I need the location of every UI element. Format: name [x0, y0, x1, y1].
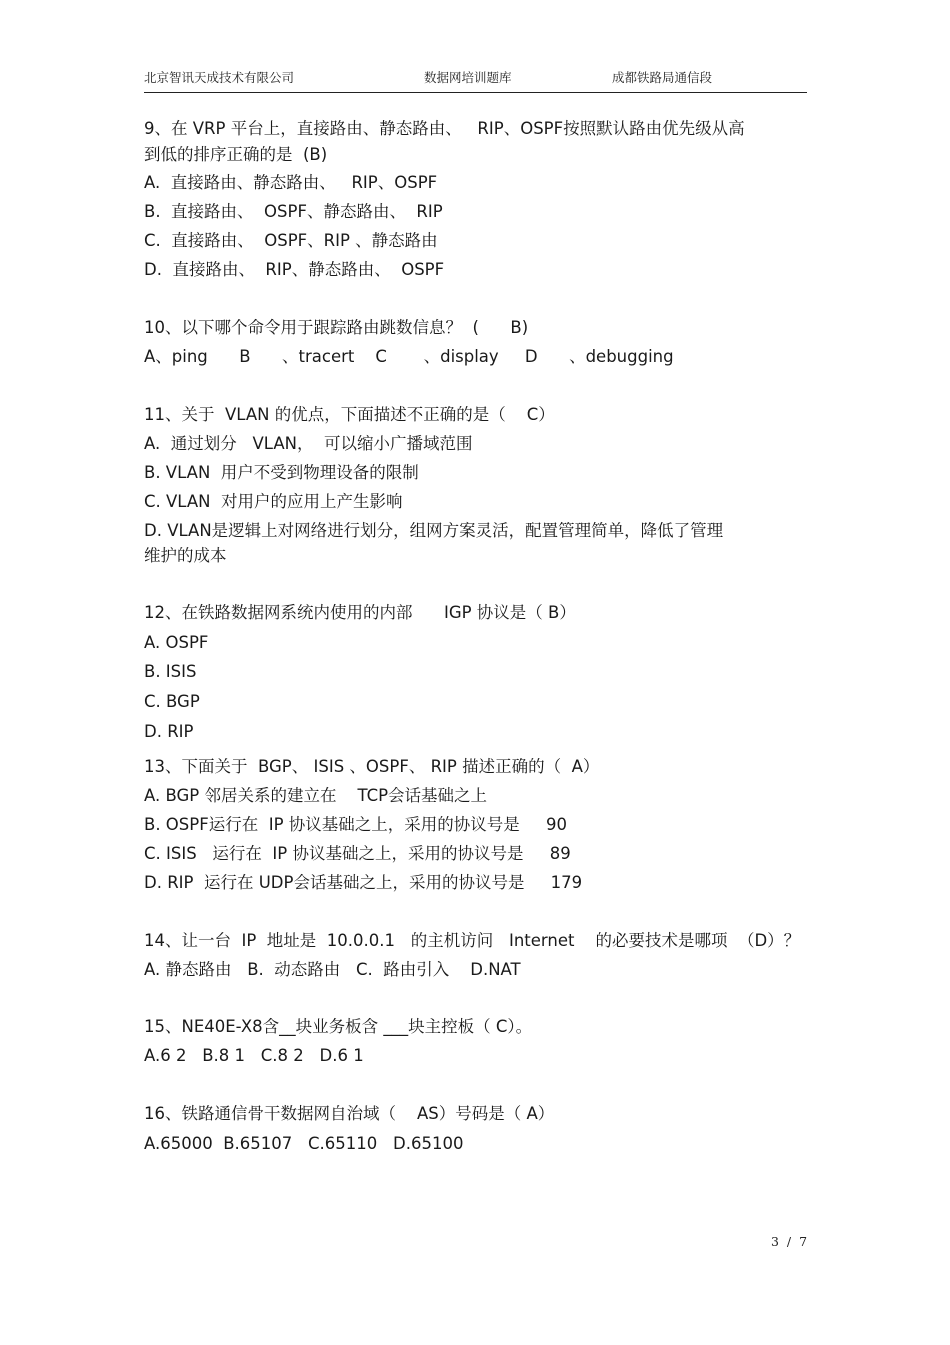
question-12-option-a: A. OSPF [144, 633, 209, 652]
question-11-option-c: C. VLAN 对用户的应用上产生影响 [144, 492, 403, 511]
question-13-option-d: D. RIP 运行在 UDP会话基础之上，采用的协议号是 179 [144, 873, 583, 892]
question-10-options: A、ping B 、tracert C 、display D 、debugging [144, 347, 674, 366]
question-10-stem: 10、以下哪个命令用于跟踪路由跳数信息？ ( B) [144, 318, 529, 337]
question-11-option-d-cont: 维护的成本 [144, 546, 227, 565]
question-14-stem: 14、让一台 IP 地址是 10.0.0.1 的主机访问 Internet 的必要技术是哪项 （D）？ [144, 931, 801, 950]
question-13-stem: 13、下面关于 BGP、 ISIS 、OSPF、 RIP 描述正确的（ A） [144, 757, 600, 776]
question-9-option-d: D. 直接路由、 RIP、静态路由、 OSPF [144, 260, 445, 279]
question-13-option-b: B. OSPF运行在 IP 协议基础之上，采用的协议号是 90 [144, 815, 567, 834]
question-9-stem: 9、在 VRP 平台上，直接路由、静态路由、 RIP、OSPF按照默认路由优先级从高 [144, 119, 745, 138]
question-11-option-d: D. VLAN是逻辑上对网络进行划分，组网方案灵活，配置管理简单，降低了管理 [144, 521, 724, 540]
question-11-option-b: B. VLAN 用户不受到物理设备的限制 [144, 463, 419, 482]
question-13-option-c: C. ISIS 运行在 IP 协议基础之上，采用的协议号是 89 [144, 844, 571, 863]
question-16-options: A.65000 B.65107 C.65110 D.65100 [144, 1134, 464, 1153]
question-9-option-b: B. 直接路由、 OSPF、静态路由、 RIP [144, 202, 443, 221]
question-13-option-a: A. BGP 邻居关系的建立在 TCP会话基础之上 [144, 786, 488, 805]
header-title: 数据网培训题库 [424, 70, 512, 85]
question-15-stem: 15、NE40E-X8含__块业务板含 ___块主控板（ C）。 [144, 1017, 533, 1036]
question-9-stem-cont: 到低的排序正确的是 (B) [144, 145, 328, 164]
page-current: 3 [771, 1234, 779, 1249]
question-12-option-d: D. RIP [144, 722, 194, 741]
question-9-option-c: C. 直接路由、 OSPF、RIP 、静态路由 [144, 231, 438, 250]
header-department: 成都铁路局通信段 [612, 70, 713, 85]
page-separator: / [786, 1234, 792, 1249]
page-number [771, 1234, 807, 1249]
question-12-stem: 12、在铁路数据网系统内使用的内部 IGP 协议是（ B） [144, 603, 576, 622]
question-12-option-b: B. ISIS [144, 662, 197, 681]
question-12-option-c: C. BGP [144, 692, 200, 711]
question-16-stem: 16、铁路通信骨干数据网自治域（ AS）号码是（ A） [144, 1104, 555, 1123]
header-company: 北京智讯天成技术有限公司 [144, 70, 295, 85]
question-15-options: A.6 2 B.8 1 C.8 2 D.6 1 [144, 1046, 364, 1065]
question-14-options: A. 静态路由 B. 动态路由 C. 路由引入 D.NAT [144, 960, 521, 979]
page-total: 7 [799, 1234, 808, 1249]
question-11-stem: 11、关于 VLAN 的优点，下面描述不正确的是（ C） [144, 405, 555, 424]
question-9-option-a: A. 直接路由、静态路由、 RIP、OSPF [144, 173, 438, 192]
page-header [144, 66, 807, 93]
question-11-option-a: A. 通过划分 VLAN， 可以缩小广播域范围 [144, 434, 473, 453]
